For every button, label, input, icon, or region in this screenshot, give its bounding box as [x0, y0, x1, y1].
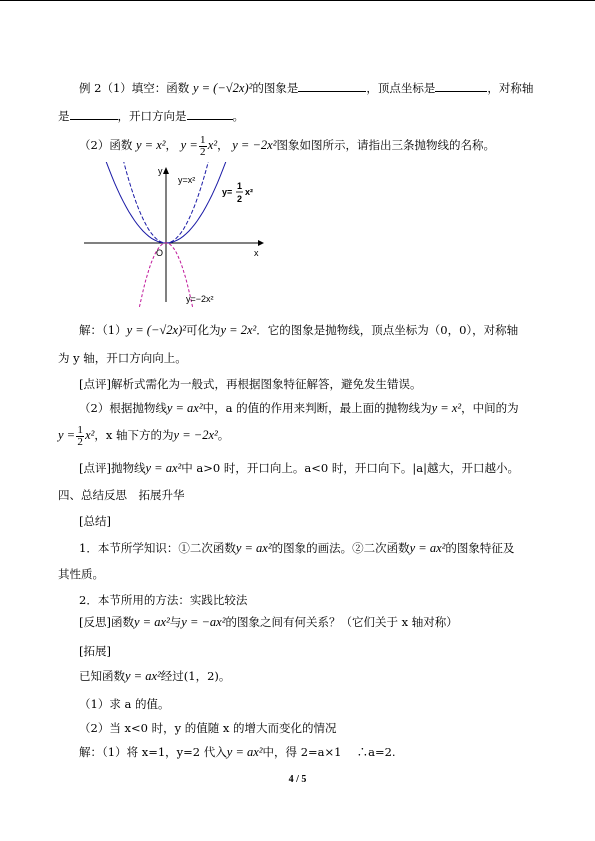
- solution-line-1: 解：（1）y = (−√2x)²可化为y = 2x²．它的图象是抛物线，顶点坐标为（0，0），对称轴: [79, 323, 519, 337]
- solution-line-2: 为 y 轴，开口方向向上。: [58, 351, 187, 365]
- math-function: y = (−√2x)²: [192, 81, 253, 95]
- question-1: （1）求 a 的值。: [79, 697, 170, 711]
- reflection: [反思]函数y = ax²与y = −ax²的图象之间有何关系？（它们关于 x 轴对称）: [79, 615, 458, 629]
- question-2: （2）当 x<0 时，y 的值随 x 的增大而变化的情况: [79, 721, 337, 735]
- example-line-1: 例 2（1）填空：函数 y = (−√2x)²的图象是 ，顶点坐标是 ，对称轴: [79, 81, 534, 95]
- label-curve-b-suffix: x²: [245, 187, 254, 197]
- fraction: $\frac{1}{2}$: [200, 133, 206, 158]
- summary-line-1: 1．本节所学知识：①二次函数y = ax²的图象的画法。②二次函数y = ax²的图象特征及: [79, 541, 515, 555]
- header-rule: [0, 0, 595, 1]
- page-number: 4 / 5: [288, 774, 307, 785]
- fraction: $\frac{1}{2}$: [77, 423, 83, 448]
- example-line-3: （2）函数 y = x²， y = $\frac{1}{2}$ x²， y = −2x²图象如图所示，请指出三条抛物线的名称。: [79, 133, 495, 158]
- example-line-2: 是 ，开口方向是 。: [58, 109, 244, 123]
- solution-line-4: y = $\frac{1}{2}$ x²，x 轴下方的为y = −2x²。: [58, 423, 230, 448]
- y-axis-arrow: [163, 167, 169, 174]
- answer-blank[interactable]: [298, 80, 366, 92]
- answer-blank[interactable]: [70, 108, 118, 120]
- answer-1: 解：（1）将 x=1，y=2 代入y = ax²中，得 2=a×1 ∴a=2.: [79, 745, 396, 759]
- extension-given: 已知函数y = ax²经过(1，2)。: [79, 669, 231, 683]
- comment-2: [点评]抛物线y = ax²中 a>0 时，开口向上。a<0 时，开口向下。|a|越大，开口越小。: [79, 461, 519, 475]
- summary-line-3: 2．本节所用的方法：实践比较法: [79, 593, 248, 607]
- label-curve-b-den: 2: [237, 194, 243, 204]
- summary-label: [总结]: [79, 514, 111, 528]
- label-curve-b-prefix: y=: [222, 187, 233, 197]
- label-curve-c: y=−2x²: [186, 294, 214, 304]
- section-heading: 四、总结反思 拓展升华: [58, 488, 185, 502]
- parabola-graph: [80, 162, 270, 308]
- answer-blank[interactable]: [187, 108, 233, 120]
- label-curve-b-num: 1: [237, 181, 243, 191]
- extension-label: [拓展]: [79, 644, 111, 658]
- solution-line-3: （2）根据抛物线y = ax²中，a 的值的作用来判断，最上面的抛物线为y = x²，中间的为: [79, 401, 519, 415]
- origin-label: O: [156, 248, 164, 258]
- summary-line-2: 其性质。: [58, 567, 104, 581]
- label-curve-a: y=x²: [178, 175, 196, 185]
- axis-label-x: x: [254, 248, 259, 258]
- answer-blank[interactable]: [435, 80, 487, 92]
- axis-label-y: y: [158, 166, 163, 176]
- comment-1: [点评]解析式需化为一般式，再根据图象特征解答，避免发生错误。: [79, 377, 422, 391]
- x-axis-arrow: [258, 240, 264, 246]
